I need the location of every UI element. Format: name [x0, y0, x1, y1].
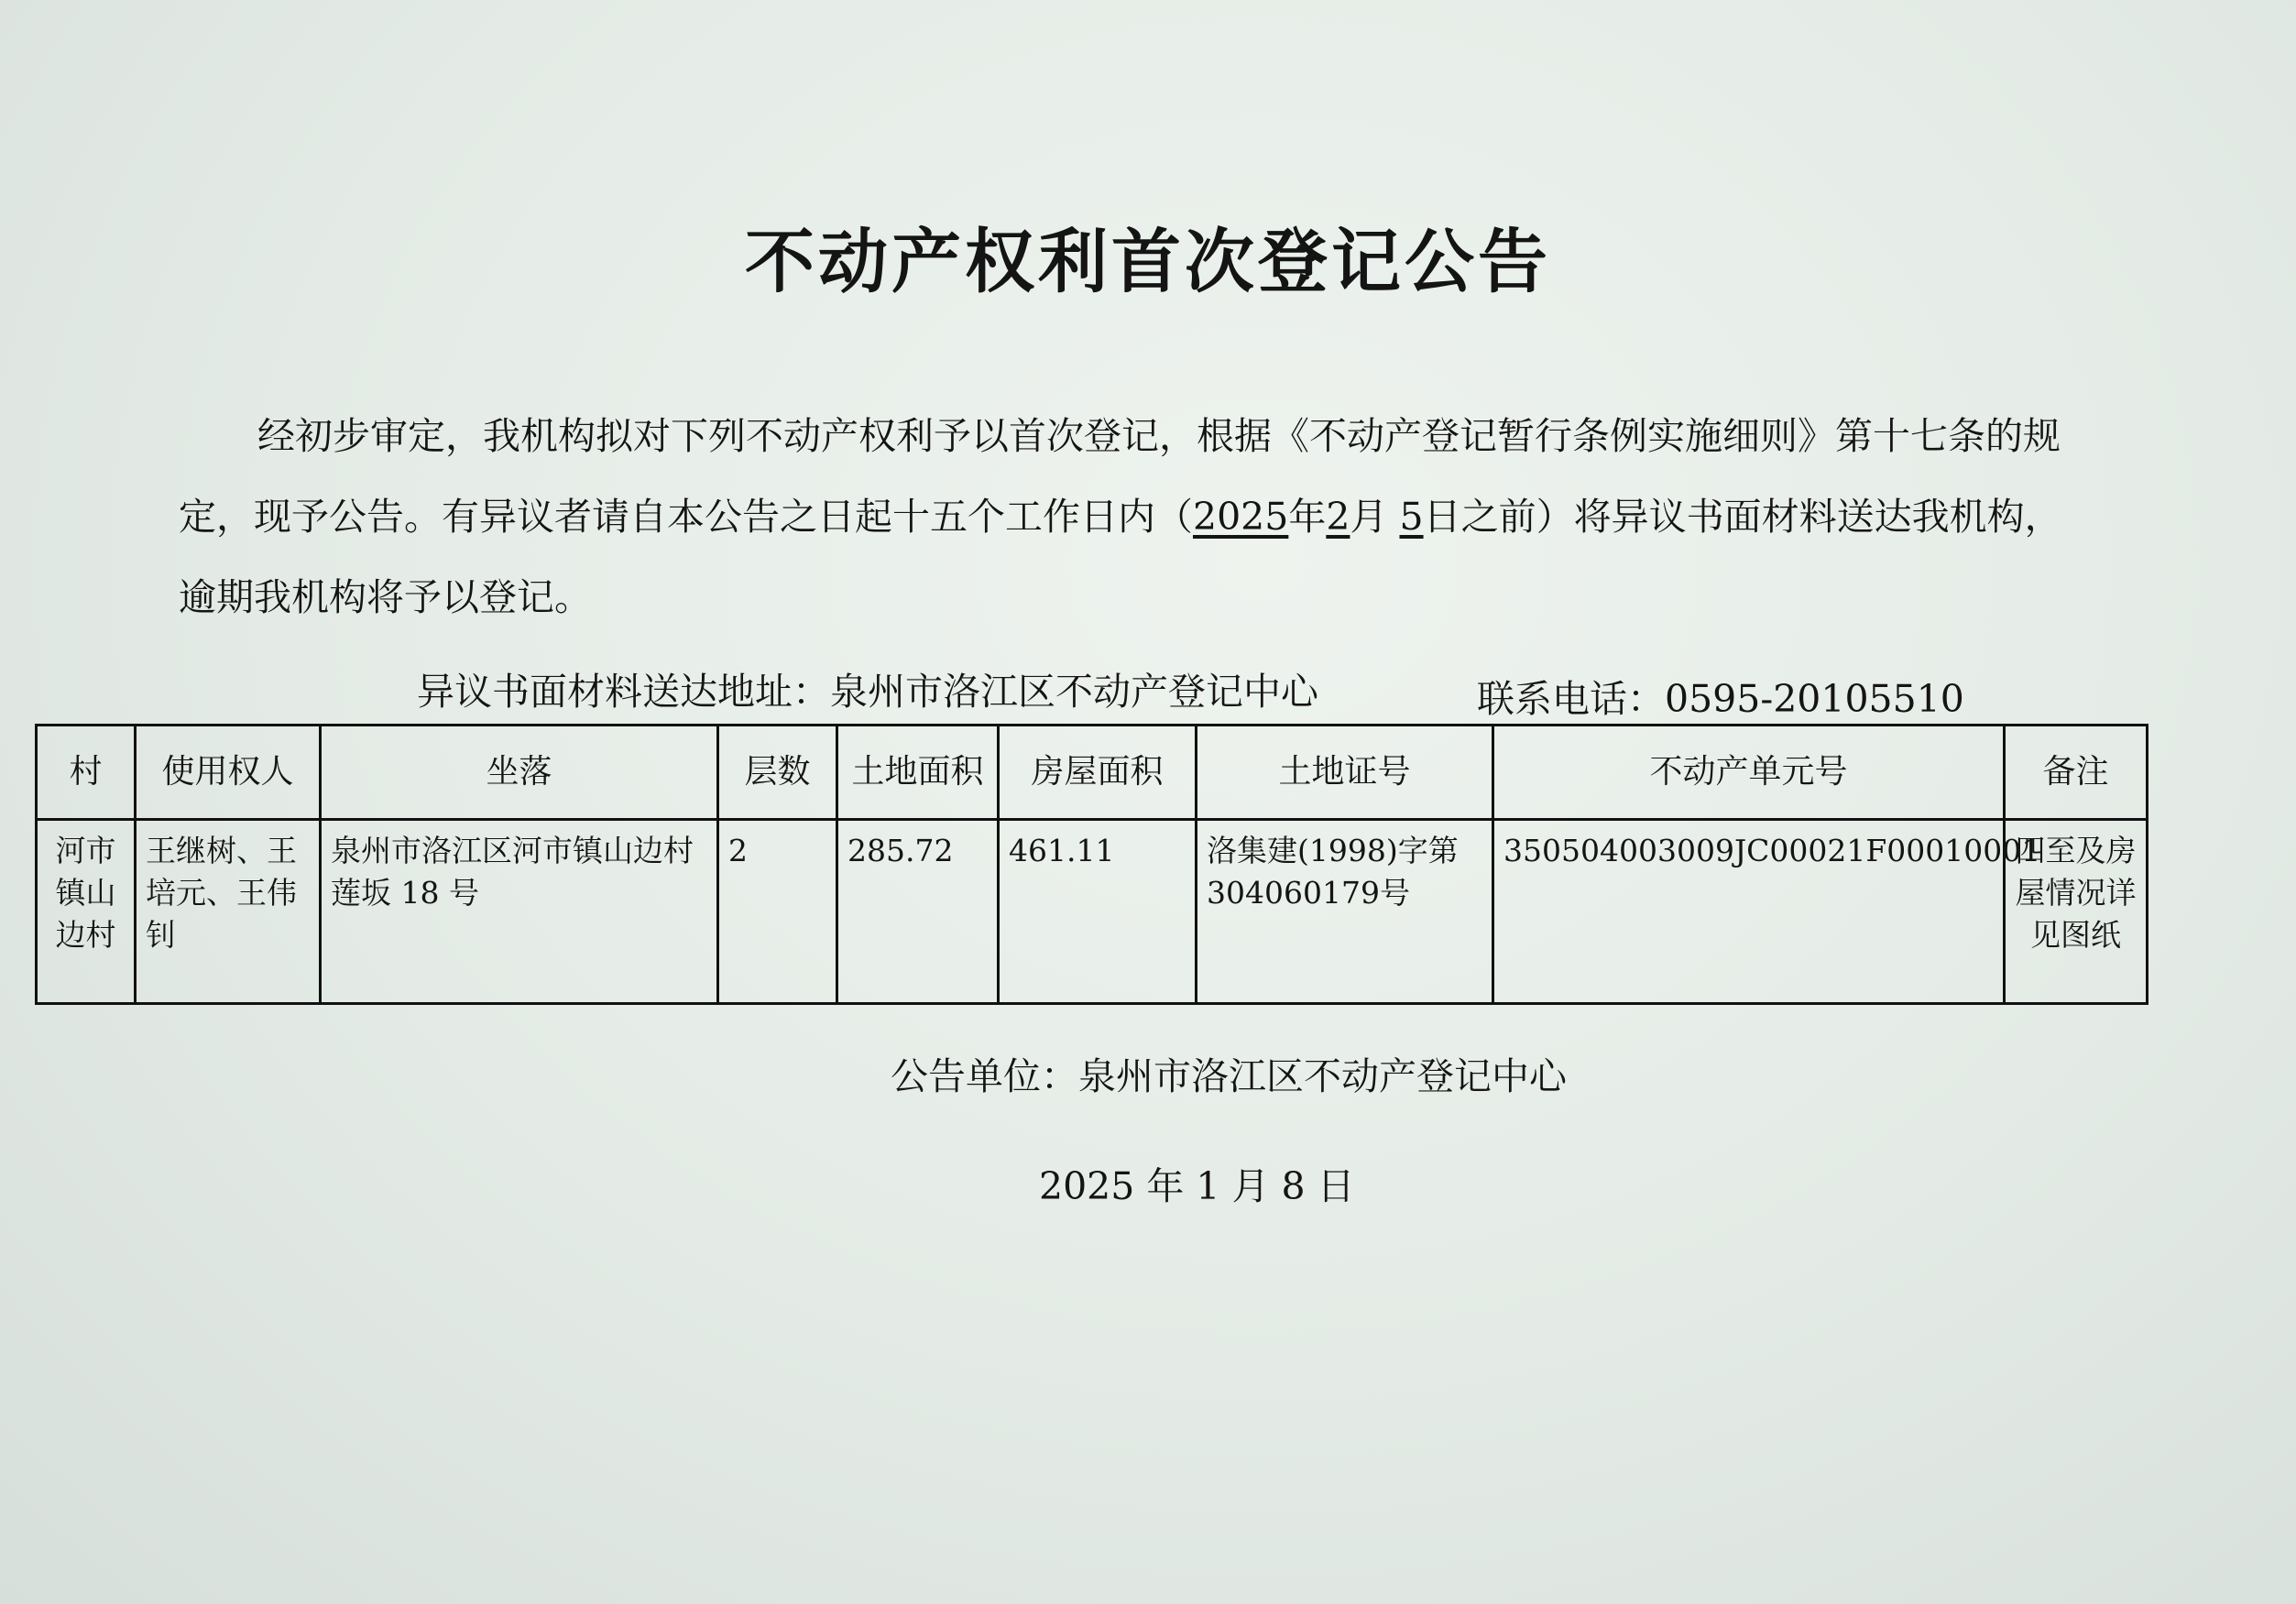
notice-body-line-2 — [179, 476, 2148, 557]
header-location: 坐落 — [321, 726, 718, 820]
header-holder: 使用权人 — [136, 726, 321, 820]
cell-location: 泉州市洛江区河市镇山边村莲坂 18 号 — [321, 820, 718, 1004]
issue-date: 2025 年 1 月 8 日 — [1039, 1164, 1355, 1208]
contact-phone: 联系电话：0595-20105510 — [1477, 677, 1964, 721]
notice-body — [179, 396, 2148, 638]
cell-floors: 2 — [718, 820, 837, 1004]
notice-title: 不动产权利首次登记公告 — [745, 221, 1551, 302]
cell-land-cert: 洛集建(1998)字第304060179号 — [1197, 820, 1493, 1004]
table-header-row — [37, 726, 2148, 820]
issuing-unit: 公告单位：泉州市洛江区不动产登记中心 — [891, 1054, 1567, 1098]
cell-village: 河市镇山边村 — [37, 820, 136, 1004]
header-floors: 层数 — [718, 726, 837, 820]
header-unit-no: 不动产单元号 — [1493, 726, 2005, 820]
notice-body-line-1: 经初步审定，我机构拟对下列不动产权利予以首次登记，根据《不动产登记暂行条例实施细则》第十七条的规 — [257, 414, 2061, 458]
header-village: 村 — [37, 726, 136, 820]
cell-remark: 四至及房屋情况详见图纸 — [2005, 820, 2148, 1004]
deadline-year-unit: 年 — [1288, 495, 1327, 539]
header-remark: 备注 — [2005, 726, 2148, 820]
header-land-area: 土地面积 — [837, 726, 999, 820]
deadline-month: 2 — [1326, 495, 1350, 539]
deadline-month-unit: 月 — [1350, 495, 1388, 539]
cell-land-area: 285.72 — [837, 820, 999, 1004]
deadline-day: 5 — [1399, 495, 1424, 539]
cell-holder: 王继树、王培元、王伟钊 — [136, 820, 321, 1004]
notice-body-line-3: 逾期我机构将予以登记。 — [179, 575, 592, 619]
objection-address: 异议书面材料送达地址：泉州市洛江区不动产登记中心 — [417, 670, 1318, 714]
table-row — [37, 820, 2148, 1004]
notice-body-line-2-end: 日之前）将异议书面材料送达我机构， — [1423, 495, 2062, 539]
header-land-cert: 土地证号 — [1197, 726, 1493, 820]
notice-body-line-2-start: 定，现予公告。有异议者请自本公告之日起十五个工作日内（ — [179, 495, 1193, 539]
cell-house-area: 461.11 — [999, 820, 1197, 1004]
registration-table — [35, 724, 2148, 1005]
header-house-area: 房屋面积 — [999, 726, 1197, 820]
cell-unit-no: 350504003009JC00021F00010001 — [1493, 820, 2005, 1004]
deadline-year: 2025 — [1193, 495, 1289, 539]
